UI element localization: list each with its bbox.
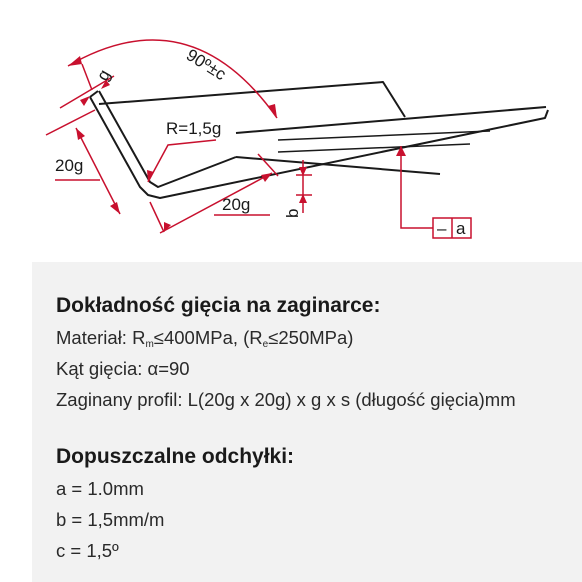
bottom-leg-label: 20g — [222, 195, 251, 214]
material-sub-m: m — [145, 339, 154, 350]
a-box-minus: – — [437, 219, 447, 238]
left-leg-label: 20g — [55, 156, 84, 175]
a-box-label: a — [456, 219, 466, 238]
material-suffix: ≤250MPa) — [268, 327, 354, 348]
angle-profile-outline — [90, 82, 548, 198]
profile-line: Zaginany profil: L(20g x 20g) x g x s (długość gięcia)mm — [56, 389, 516, 410]
bend-angle-line: Kąt gięcia: α=90 — [56, 358, 190, 379]
radius-label: R=1,5g — [166, 119, 222, 138]
b-label: b — [283, 208, 302, 218]
material-line — [56, 327, 353, 350]
specification-panel — [32, 262, 582, 582]
material-prefix: Materiał: R — [56, 327, 146, 348]
bending-accuracy-heading: Dokładność gięcia na zaginarce: — [56, 294, 381, 317]
tolerance-c: c = 1,5º — [56, 540, 119, 561]
material-mid: ≤400MPa, (R — [153, 327, 263, 348]
bend-diagram — [0, 0, 582, 262]
tolerance-a: a = 1.0mm — [56, 478, 144, 499]
thickness-label: g — [93, 66, 115, 84]
dimension-lines — [46, 40, 471, 238]
tolerance-b: b = 1,5mm/m — [56, 509, 165, 530]
material-sub-e: e — [262, 339, 269, 350]
angle-label: 90º±c — [182, 45, 230, 85]
tolerances-heading: Dopuszczalne odchyłki: — [56, 445, 295, 468]
surface-lines — [278, 131, 490, 152]
